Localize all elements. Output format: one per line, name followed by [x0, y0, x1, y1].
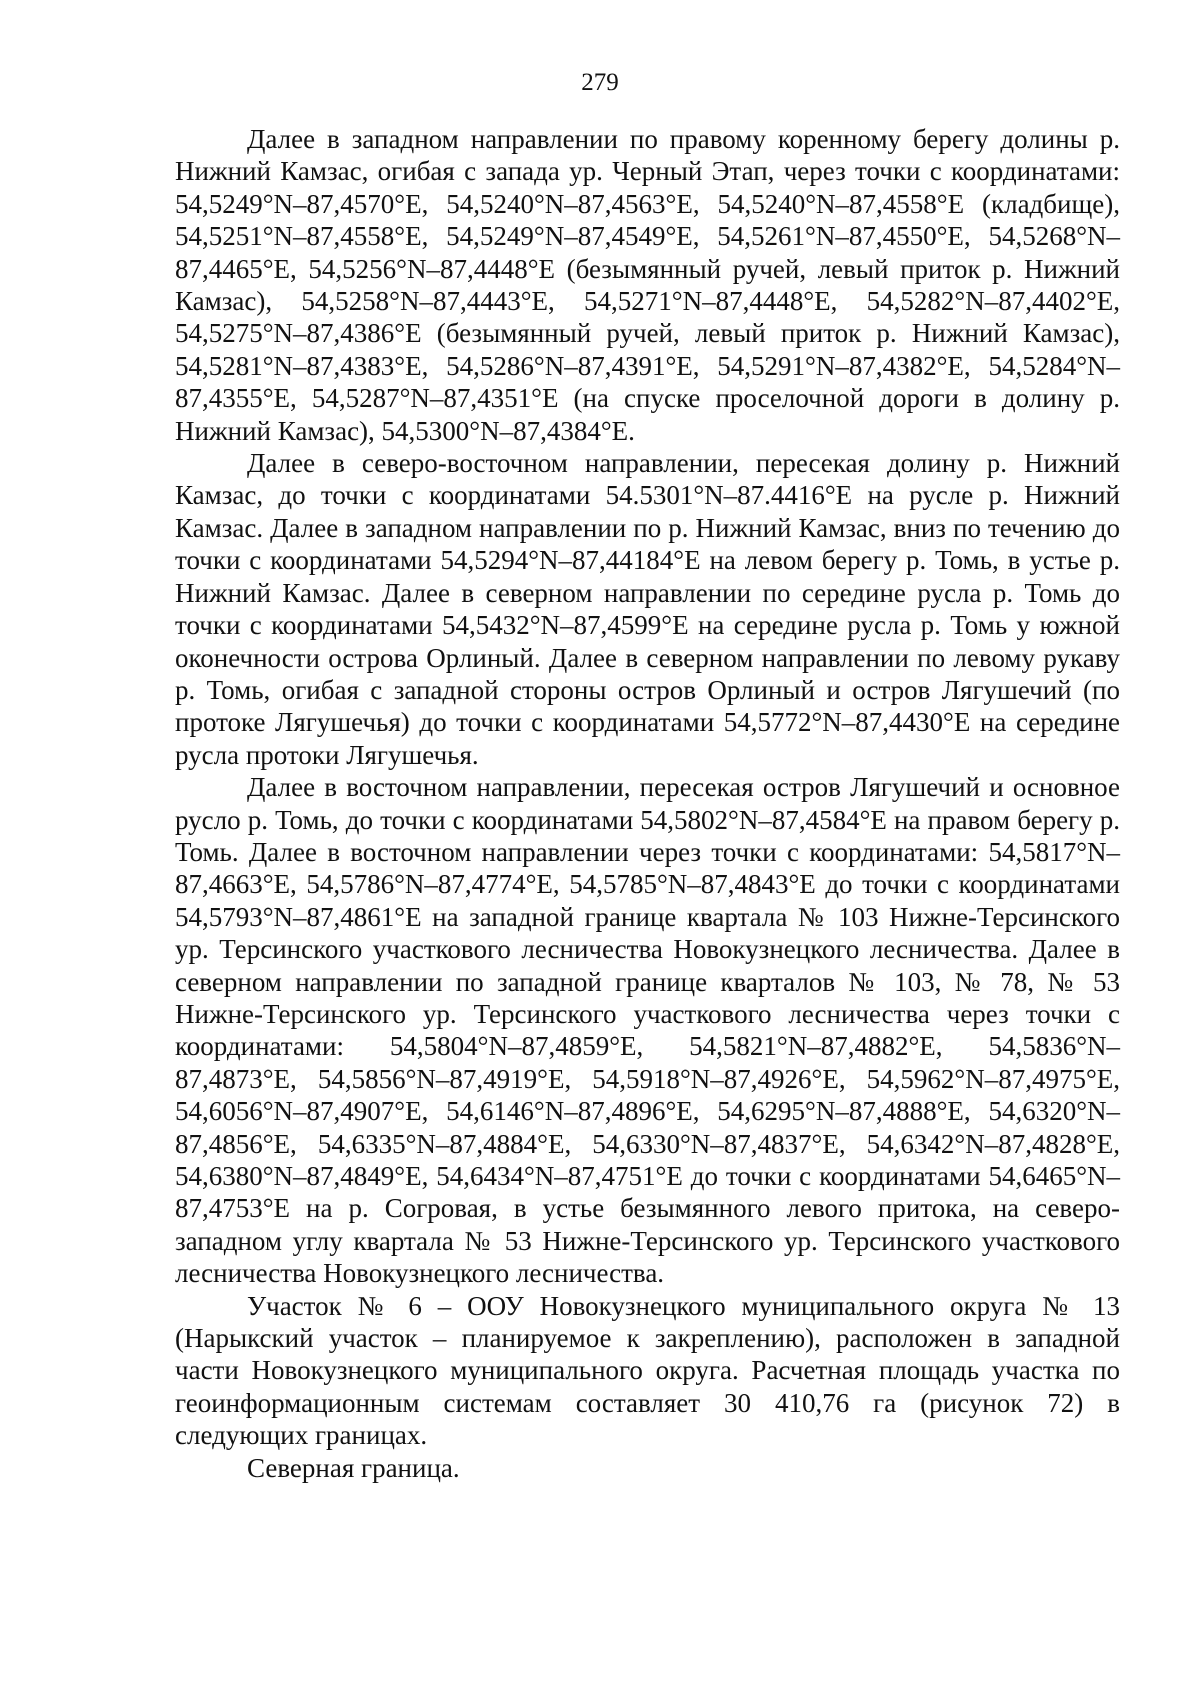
page-number: 279: [581, 69, 619, 96]
paragraph-plot-6: Участок № 6 – ООУ Новокузнецкого муниципального округа № 13 (Нарыкский участок – планируемое к закреплению), расположен в западной части Новокузнецкого муниципального округа. Расчетная площадь участка по геоинформационным системам составляет 30 410,76 га (рисунок 72) в следующих границах.: [175, 1290, 1120, 1451]
paragraph-eastern-route: Далее в восточном направлении, пересекая остров Лягушечий и основное русло р. Томь, до точки с координатами 54,5802°N–87,4584°E на правом берегу р. Томь. Далее в восточном направлении через точки с координатами: 54,5817°N–87,4663°E, 54,5786°N–87,4774°E, 54,5785°N–87,4843°E до точки с координатами 54,5793°N–87,4861°E на западной границе квартала № 103 Нижне-Терсинского ур. Терсинского участкового лесничества Новокузнецкого лесничества. Далее в северном направлении по западной границе кварталов № 103, № 78, № 53 Нижне-Терсинского ур. Терсинского участкового лесничества через точки с координатами: 54,5804°N–87,4859°E, 54,5821°N–87,4882°E, 54,5836°N–87,4873°E, 54,5856°N–87,4919°E, 54,5918°N–87,4926°E, 54,5962°N–87,4975°E, 54,6056°N–87,4907°E, 54,6146°N–87,4896°E, 54,6295°N–87,4888°E, 54,6320°N–87,4856°E, 54,6335°N–87,4884°E, 54,6330°N–87,4837°E, 54,6342°N–87,4828°E, 54,6380°N–87,4849°E, 54,6434°N–87,4751°E до точки с координатами 54,6465°N–87,4753°E на р. Согровая, в устье безымянного левого притока, на северо-западном углу квартала № 53 Нижне-Терсинского ур. Терсинского участкового лесничества Новокузнецкого лесничества.: [175, 772, 1120, 1289]
paragraph-northern-border: Северная граница.: [247, 1452, 460, 1483]
paragraph-northeast-route: Далее в северо-восточном направлении, пересекая долину р. Нижний Камзас, до точки с координатами 54.5301°N–87.4416°E на русле р. Нижний Камзас. Далее в западном направлении по р. Нижний Камзас, вниз по течению до точки с координатами 54,5294°N–87,44184°E на левом берегу р. Томь, в устье р. Нижний Камзас. Далее в северном направлении по середине русла р. Томь до точки с координатами 54,5432°N–87,4599°E на середине русла р. Томь у южной оконечности острова Орлиный. Далее в северном направлении по левому рукаву р. Томь, огибая с западной стороны остров Орлиный и остров Лягушечий (по протоке Лягушечья) до точки с координатами 54,5772°N–87,4430°E на середине русла протоки Лягушечья.: [175, 448, 1120, 770]
paragraph-western-route: Далее в западном направлении по правому коренному берегу долины р. Нижний Камзас, огибая с запада ур. Черный Этап, через точки с координатами: 54,5249°N–87,4570°E, 54,5240°N–87,4563°E, 54,5240°N–87,4558°E (кладбище), 54,5251°N–87,4558°E, 54,5249°N–87,4549°E, 54,5261°N–87,4550°E, 54,5268°N–87,4465°E, 54,5256°N–87,4448°E (безымянный ручей, левый приток р. Нижний Камзас), 54,5258°N–87,4443°E, 54,5271°N–87,4448°E, 54,5282°N–87,4402°E, 54,5275°N–87,4386°E (безымянный ручей, левый приток р. Нижний Камзас), 54,5281°N–87,4383°E, 54,5286°N–87,4391°E, 54,5291°N–87,4382°E, 54,5284°N–87,4355°E, 54,5287°N–87,4351°E (на спуске проселочной дороги в долину р. Нижний Камзас), 54,5300°N–87,4384°E.: [175, 124, 1120, 446]
document-body: [175, 123, 1120, 1484]
